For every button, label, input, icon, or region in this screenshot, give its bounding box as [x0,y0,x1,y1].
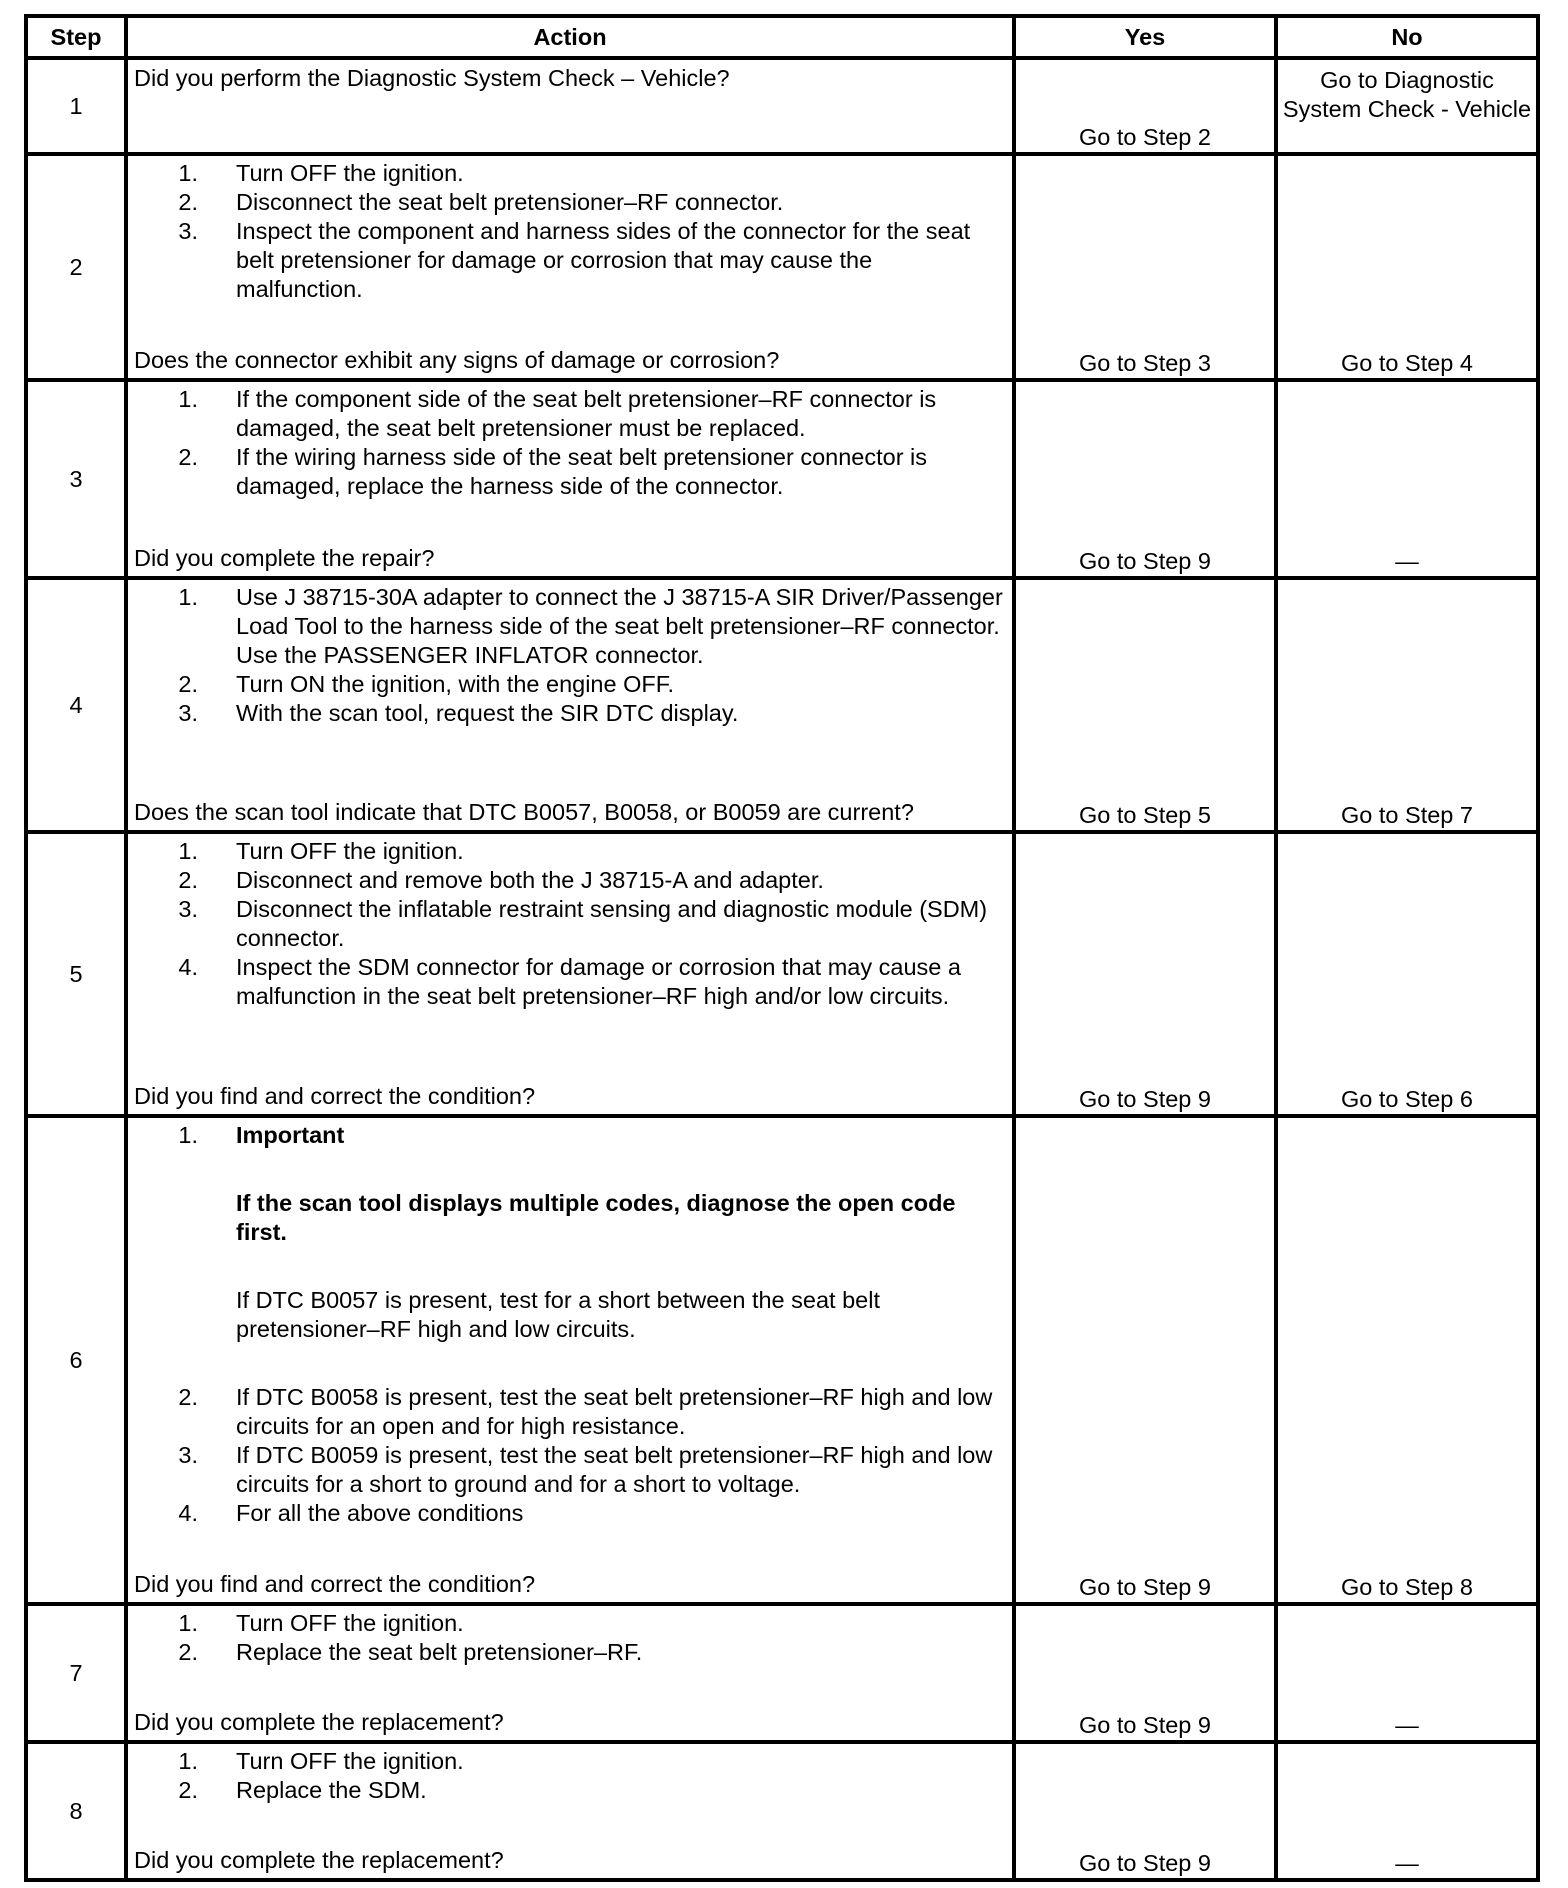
list-item: 3. Inspect the component and harness sides of the connector for the seat belt pretensioner for damage or corrosion that may cause the malfunction. [178,218,971,302]
list-item: 2. Replace the seat belt pretensioner–RF. [178,1639,643,1665]
table-row [26,1604,1538,1742]
list-item: 4. Inspect the SDM connector for damage or corrosion that may cause a malfunction in the seat belt pretensioner–RF high and/or low circuits. [178,954,961,1009]
header-no: No [1276,16,1538,58]
step-question: Did you find and correct the condition? [134,1083,536,1109]
header-yes: Yes [1014,16,1276,58]
list-item: 1. Use J 38715-30A adapter to connect the J 38715-A SIR Driver/Passenger Load Tool to the harness side of the seat belt pretensioner–RF connector. Use the PASSENGER INFLATOR connector. [178,584,1003,668]
step-number: 3 [26,380,126,578]
yes-link[interactable]: Go to Step 9 [1014,1116,1276,1604]
step-items [134,583,1004,728]
table-row [26,578,1538,832]
yes-link[interactable]: Go to Step 3 [1014,154,1276,380]
step-items [134,1121,1004,1528]
action-cell [126,154,1014,380]
step-items [134,385,1004,501]
table-row [26,380,1538,578]
step-items [134,159,1004,304]
no-link: — [1276,1742,1538,1880]
step-number: 4 [26,578,126,832]
list-item: 2. If DTC B0058 is present, test the seat belt pretensioner–RF high and low circuits for an open and for high resistance. [178,1384,993,1439]
step-number: 6 [26,1116,126,1604]
yes-link[interactable]: Go to Step 9 [1014,1604,1276,1742]
action-cell [126,578,1014,832]
list-item: 2. Replace the SDM. [178,1777,427,1803]
step-item-text: If DTC B0057 is present, test for a short between the seat belt pretensioner–RF high and low circuits. [236,1287,880,1342]
yes-link[interactable]: Go to Step 2 [1014,58,1276,154]
diagnostic-page [24,14,1536,1882]
step-number: 2 [26,154,126,380]
step-number: 5 [26,832,126,1116]
table-row [26,1116,1538,1604]
list-item: 2. If the wiring harness side of the seat belt pretensioner connector is damaged, replace the harness side of the connector. [178,444,928,499]
list-item: 2. Disconnect and remove both the J 38715-A and adapter. [178,867,824,893]
step-question: Did you complete the repair? [134,545,435,571]
step-question: Does the scan tool indicate that DTC B0057, B0058, or B0059 are current? [134,799,914,825]
list-item: 1. Turn OFF the ignition. [178,1748,464,1774]
list-item: 1. Turn OFF the ignition. [178,160,464,186]
step-items [134,837,1004,1011]
list-item: 3. If DTC B0059 is present, test the seat belt pretensioner–RF high and low circuits for a short to ground and for a short to voltage. [178,1442,993,1497]
step-items [134,1609,1004,1667]
list-item: 1. Turn OFF the ignition. [178,1610,464,1636]
header-step: Step [26,16,126,58]
diagnostic-table [24,14,1540,1882]
action-cell [126,58,1014,154]
step-question: Did you perform the Diagnostic System Check – Vehicle? [134,65,730,91]
list-item: 1. Important If the scan tool displays multiple codes, diagnose the open code first. If DTC B0057 is present, test for a short between the seat belt pretensioner–RF high and low circuits. [134,1121,1004,1383]
no-link: — [1276,1604,1538,1742]
no-link[interactable]: Go to Step 8 [1276,1116,1538,1604]
step-question: Did you complete the replacement? [134,1847,504,1873]
table-row [26,1742,1538,1880]
list-item: 1. If the component side of the seat belt pretensioner–RF connector is damaged, the seat belt pretensioner must be replaced. [178,386,937,441]
list-item: 2. Turn ON the ignition, with the engine OFF. [178,671,675,697]
action-cell [126,1742,1014,1880]
list-item: 2. Disconnect the seat belt pretensioner–RF connector. [178,189,784,215]
table-row [26,154,1538,380]
no-link: — [1276,380,1538,578]
step-items [134,1747,1004,1805]
list-item: 3. With the scan tool, request the SIR DTC display. [178,700,739,726]
important-label: Important [236,1122,345,1148]
step-number: 7 [26,1604,126,1742]
yes-link[interactable]: Go to Step 9 [1014,832,1276,1116]
action-cell [126,1604,1014,1742]
yes-link[interactable]: Go to Step 9 [1014,1742,1276,1880]
yes-link[interactable]: Go to Step 9 [1014,380,1276,578]
step-question: Does the connector exhibit any signs of damage or corrosion? [134,347,780,373]
no-link[interactable]: Go to Step 7 [1276,578,1538,832]
list-item: 4. For all the above conditions [178,1500,524,1526]
action-cell [126,380,1014,578]
no-link[interactable]: Go to Step 6 [1276,832,1538,1116]
yes-link[interactable]: Go to Step 5 [1014,578,1276,832]
header-action: Action [126,16,1014,58]
step-question: Did you find and correct the condition? [134,1571,536,1597]
header-row [26,16,1538,58]
no-link[interactable]: Go to Step 4 [1276,154,1538,380]
step-number: 8 [26,1742,126,1880]
list-item: 1. Turn OFF the ignition. [178,838,464,864]
table-row [26,832,1538,1116]
step-question: Did you complete the replacement? [134,1709,504,1735]
table-row [26,58,1538,154]
list-item: 3. Disconnect the inflatable restraint sensing and diagnostic module (SDM) connector. [178,896,988,951]
action-cell [126,1116,1014,1604]
step-number: 1 [26,58,126,154]
no-link[interactable]: Go to Diagnostic System Check - Vehicle [1276,58,1538,154]
important-note: If the scan tool displays multiple codes, diagnose the open code first. [236,1190,956,1245]
action-cell [126,832,1014,1116]
